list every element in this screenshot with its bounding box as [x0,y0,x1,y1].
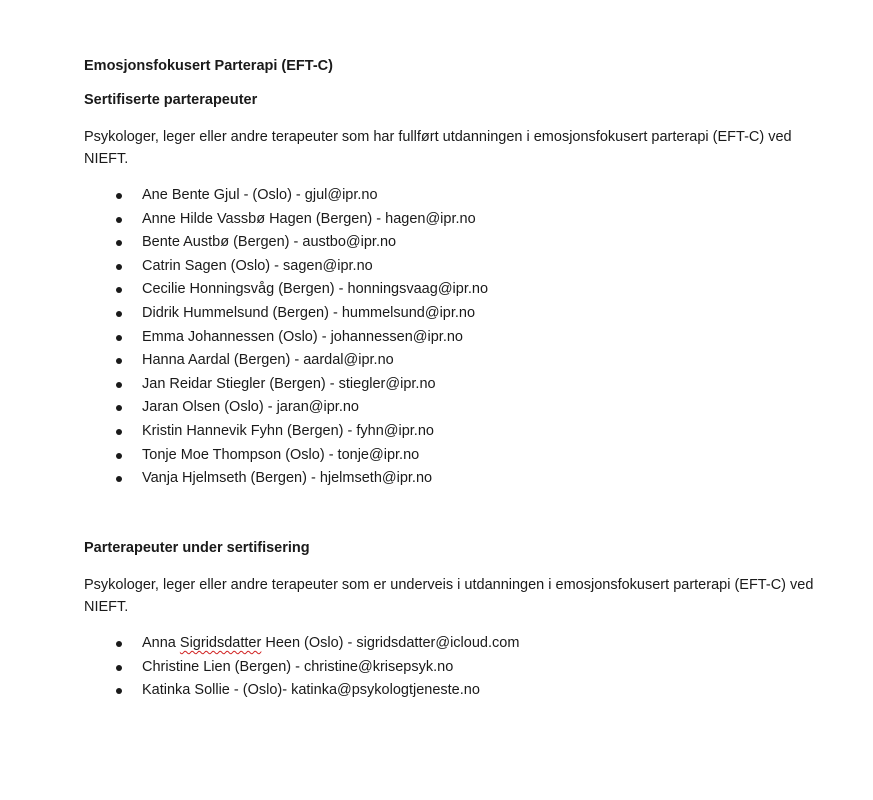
list-item: Cecilie Honningsvåg (Bergen) - honningsvaag@ipr.no [84,278,488,302]
list-item: Christine Lien (Bergen) - christine@krisepsyk.no [84,656,519,680]
list-item: Catrin Sagen (Oslo) - sagen@ipr.no [84,255,488,279]
bullet-icon [116,453,122,459]
certified-therapist-list [84,184,488,491]
list-item: Bente Austbø (Bergen) - austbo@ipr.no [84,231,488,255]
bullet-icon [116,335,122,341]
bullet-icon [116,405,122,411]
list-item: Hanna Aardal (Bergen) - aardal@ipr.no [84,349,488,373]
list-item: Emma Johannessen (Oslo) - johannessen@ipr.no [84,326,488,350]
bullet-icon [116,287,122,293]
spellcheck-flagged-word[interactable]: Sigridsdatter [179,635,262,651]
bullet-icon [116,240,122,246]
bullet-icon [116,193,122,199]
bullet-icon [116,382,122,388]
list-item: Jaran Olsen (Oslo) - jaran@ipr.no [84,396,488,420]
bullet-icon [116,217,122,223]
bullet-icon [116,358,122,364]
list-item: Katinka Sollie - (Oslo)- katinka@psykologtjeneste.no [84,679,519,703]
list-item: Anna Sigridsdatter Heen (Oslo) - sigridsdatter@icloud.com [84,632,519,656]
bullet-icon [116,688,122,694]
list-item: Ane Bente Gjul - (Oslo) - gjul@ipr.no [84,184,488,208]
list-item: Kristin Hannevik Fyhn (Bergen) - fyhn@ipr.no [84,420,488,444]
in-training-intro: Psykologer, leger eller andre terapeuter som er underveis i utdanningen i emosjonsfokusert parterapi (EFT-C) ved NIEFT. [84,577,814,615]
bullet-icon [116,429,122,435]
certified-intro: Psykologer, leger eller andre terapeuter som har fullført utdanningen i emosjonsfokusert parterapi (EFT-C) ved NIEFT. [84,129,792,167]
document-title: Emosjonsfokusert Parterapi (EFT-C) [84,58,333,74]
in-training-heading: Parterapeuter under sertifisering [84,540,310,556]
list-item: Anne Hilde Vassbø Hagen (Bergen) - hagen@ipr.no [84,208,488,232]
bullet-icon [116,665,122,671]
bullet-icon [116,476,122,482]
list-item: Vanja Hjelmseth (Bergen) - hjelmseth@ipr.no [84,467,488,491]
bullet-icon [116,311,122,317]
bullet-icon [116,264,122,270]
in-training-therapist-list [84,632,519,703]
list-item: Didrik Hummelsund (Bergen) - hummelsund@ipr.no [84,302,488,326]
list-item: Jan Reidar Stiegler (Bergen) - stiegler@ipr.no [84,373,488,397]
certified-heading: Sertifiserte parterapeuter [84,92,258,108]
bullet-icon [116,641,122,647]
list-item: Tonje Moe Thompson (Oslo) - tonje@ipr.no [84,444,488,468]
